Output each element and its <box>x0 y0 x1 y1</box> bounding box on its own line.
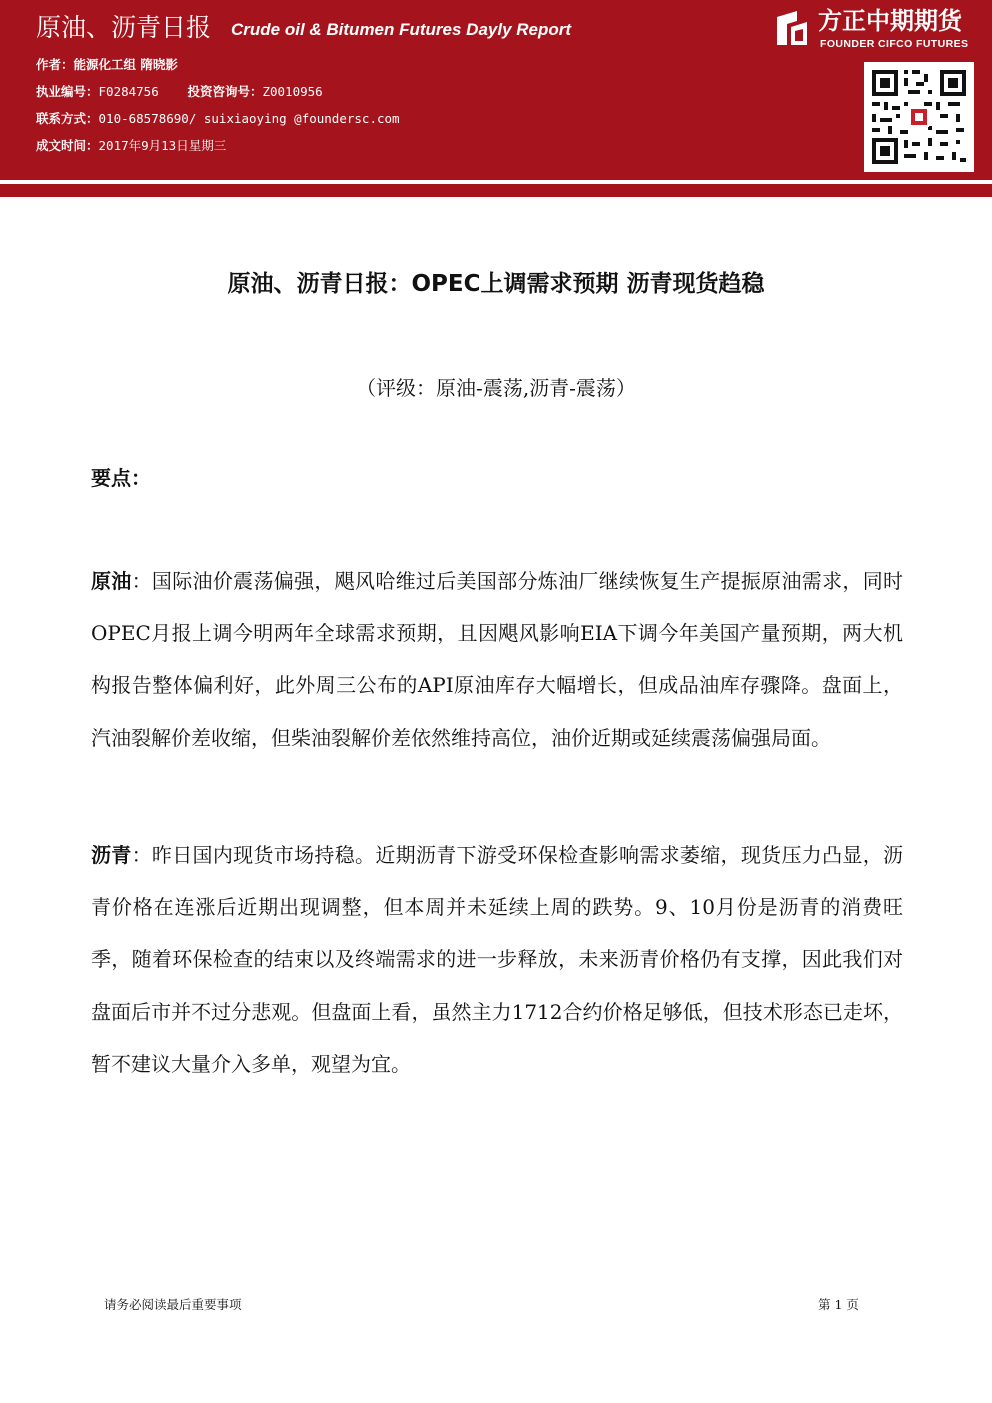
company-name-cn: 方正中期期货 <box>818 7 962 35</box>
contact-value: 010-68578690/ suixiaoying @foundersc.com <box>98 111 400 126</box>
company-name-en: FOUNDER CIFCO FUTURES <box>820 38 969 50</box>
report-series-title: 原油、沥青日报 <box>36 13 212 42</box>
bitumen-lead: 沥青 <box>91 843 132 867</box>
rating-line: （评级：原油-震荡,沥青-震荡） <box>356 376 636 400</box>
author-value: 能源化工组 隋晓影 <box>73 57 178 72</box>
founder-logo-icon <box>773 9 811 47</box>
report-series-subtitle: Crude oil & Bitumen Futures Dayly Report <box>231 20 572 39</box>
page-number: 第 1 页 <box>818 1297 859 1312</box>
document-title: 原油、沥青日报：OPEC上调需求预期 沥青现货趋稳 <box>227 271 765 297</box>
contact-label: 联系方式： <box>36 111 99 126</box>
date-value: 2017年9月13日星期三 <box>98 138 227 153</box>
keypoints-heading: 要点： <box>91 466 151 490</box>
qr-code-icon <box>864 62 974 172</box>
advisory-label: 投资咨询号： <box>187 84 263 99</box>
license-line <box>36 84 323 100</box>
date-line <box>36 138 226 154</box>
author-label: 作者： <box>36 57 74 72</box>
author-line <box>36 57 178 73</box>
bitumen-paragraph <box>91 829 903 1090</box>
license-value: F0284756 <box>98 84 159 99</box>
contact-line <box>36 111 400 127</box>
bitumen-text: ：昨日国内现货市场持稳。近期沥青下游受环保检查影响需求萎缩，现货压力凸显，沥青价格在连涨后近期出现调整，但本周并未延续上周的跌势。9、10月份是沥青的消费旺季，随着环保检查的结束以及终端需求的进一步释放，未来沥青价格仍有支撑，因此我们对盘面后市并不过分悲观。但盘面上看，虽然主力1712合约价格足够低，但技术形态已走坏，暂不建议大量介入多单，观望为宜。 <box>91 843 904 1076</box>
header-divider <box>0 180 992 182</box>
crude-oil-lead: 原油 <box>91 569 132 593</box>
crude-oil-text: ：国际油价震荡偏强，飓风哈维过后美国部分炼油厂继续恢复生产提振原油需求，同时OPEC月报上调今明两年全球需求预期，且因飓风影响EIA下调今年美国产量预期，两大机构报告整体偏利好，此外周三公布的API原油库存大幅增长，但成品油库存骤降。盘面上，汽油裂解价差收缩，但柴油裂解价差依然维持高位，油价近期或延续震荡偏强局面。 <box>91 569 904 750</box>
date-label: 成文时间： <box>36 138 99 153</box>
footer-notice: 请务必阅读最后重要事项 <box>104 1297 242 1312</box>
advisory-value: Z0010956 <box>262 84 323 99</box>
crude-oil-paragraph <box>91 555 903 764</box>
license-label: 执业编号： <box>36 84 99 99</box>
header-bottom-band <box>0 184 992 197</box>
